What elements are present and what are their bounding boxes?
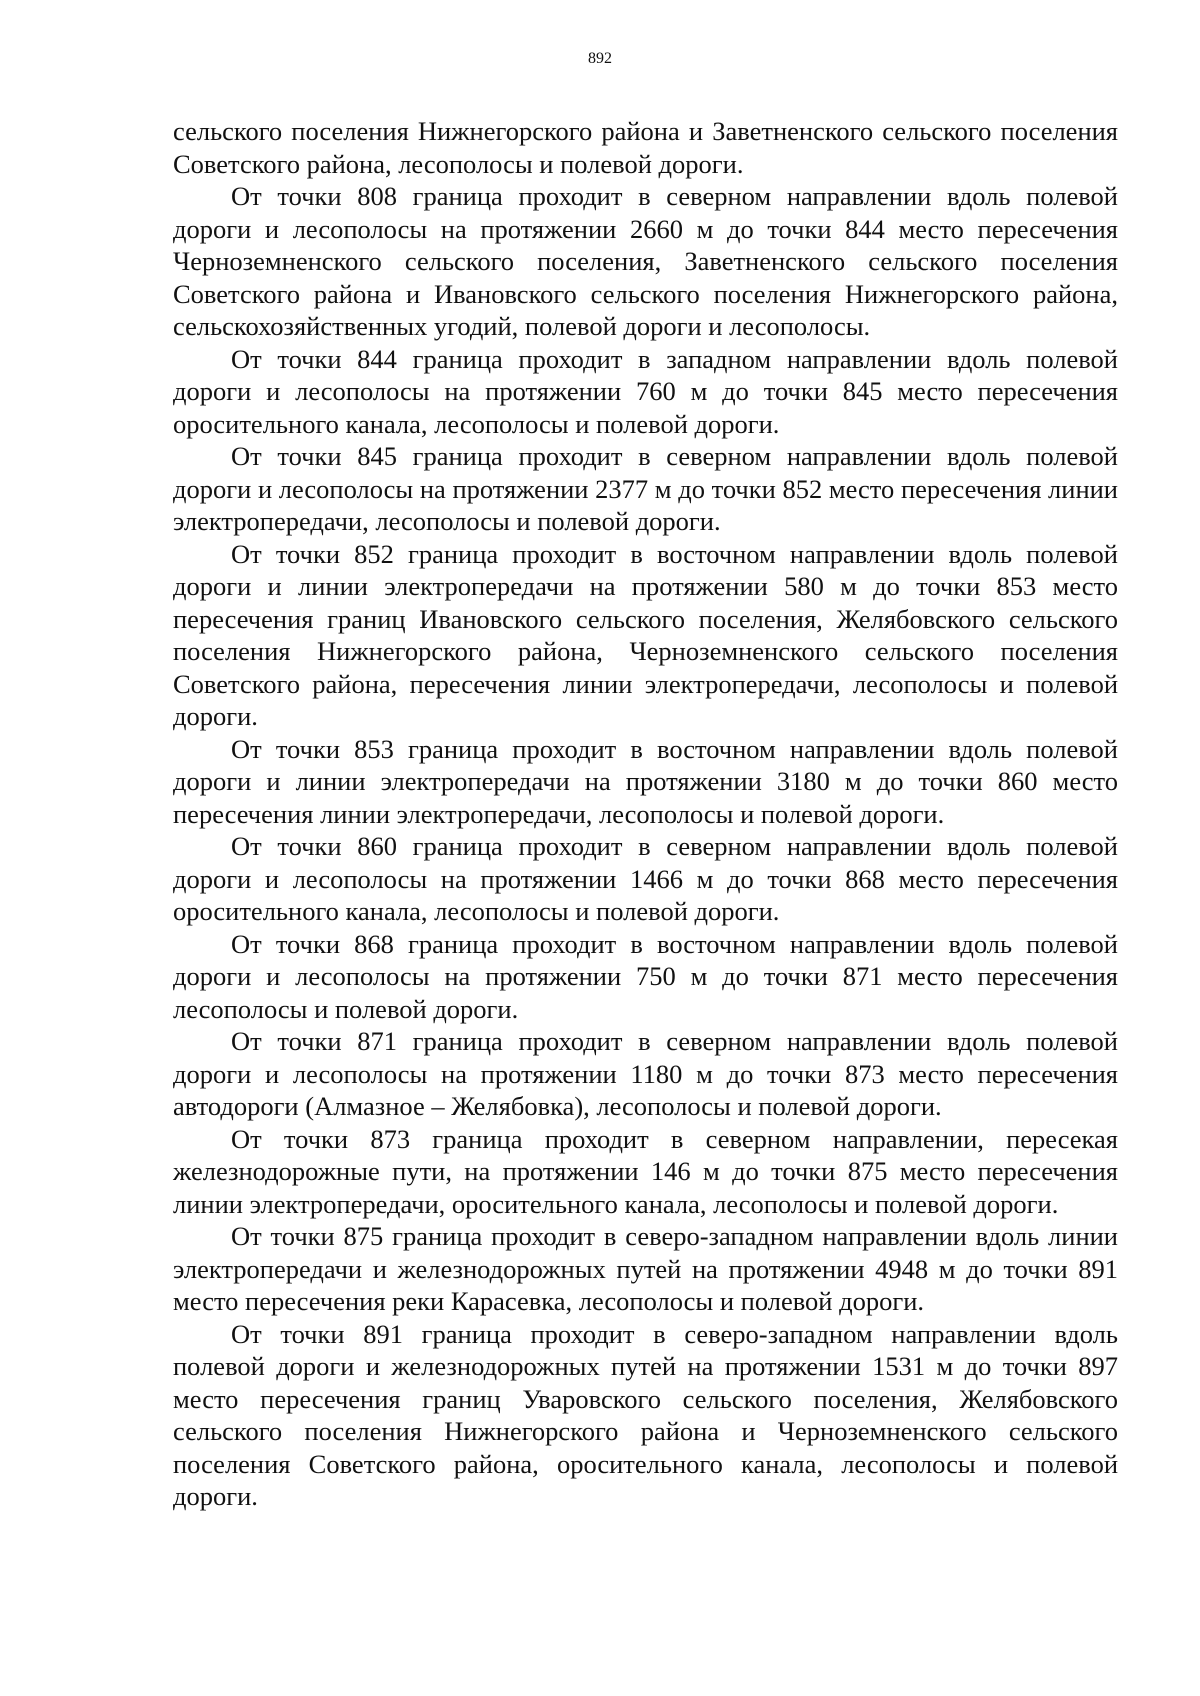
paragraph-point-845: От точки 845 граница проходит в северном направлении вдоль полевой дороги и лесополосы на протяжении 2377 м до точки 852 место пересечения линии электропередачи, лесополосы и полевой дороги. <box>173 441 1118 536</box>
paragraph-point-860: От точки 860 граница проходит в северном направлении вдоль полевой дороги и лесополосы на протяжении 1466 м до точки 868 место пересечения оросительного канала, лесополосы и полевой дороги. <box>173 831 1118 926</box>
paragraph-continuation: сельского поселения Нижнегорского района и Заветненского сельского поселения Советского района, лесополосы и полевой дороги. <box>173 116 1118 179</box>
paragraph-point-844: От точки 844 граница проходит в западном направлении вдоль полевой дороги и лесополосы на протяжении 760 м до точки 845 место пересечения оросительного канала, лесополосы и полевой дороги. <box>173 343 1118 439</box>
document-body <box>173 115 1118 1513</box>
paragraph-point-868: От точки 868 граница проходит в восточном направлении вдоль полевой дороги и лесополосы на протяжении 750 м до точки 871 место пересечения лесополосы и полевой дороги. <box>173 928 1118 1024</box>
paragraph-point-891: От точки 891 граница проходит в северо-западном направлении вдоль полевой дороги и железнодорожных путей на протяжении 1531 м до точки 897 место пересечения границ Уваровского сельского поселения, Желябовского сельского поселения Нижнегорского района и Черноземненского сельского поселения Советского района, оросительного канала, лесополосы и полевой дороги. <box>173 1318 1118 1511</box>
paragraph-point-808: От точки 808 граница проходит в северном направлении вдоль полевой дороги и лесополосы на протяжении 2660 м до точки 844 место пересечения Черноземненского сельского поселения, Заветненского сельского поселения Советского района и Ивановского сельского поселения Нижнегорского района, сельскохозяйственных угодий, полевой дороги и лесополосы. <box>173 181 1118 341</box>
paragraph-point-871: От точки 871 граница проходит в северном направлении вдоль полевой дороги и лесополосы на протяжении 1180 м до точки 873 место пересечения автодороги (Алмазное – Желябовка), лесополосы и полевой дороги. <box>173 1026 1118 1121</box>
paragraph-point-852: От точки 852 граница проходит в восточном направлении вдоль полевой дороги и линии электропередачи на протяжении 580 м до точки 853 место пересечения границ Ивановского сельского поселения, Желябовского сельского поселения Нижнегорского района, Черноземненского сельского поселения Советского района, пересечения линии электропередачи, лесополосы и полевой дороги. <box>173 538 1118 731</box>
paragraph-point-853: От точки 853 граница проходит в восточном направлении вдоль полевой дороги и линии электропередачи на протяжении 3180 м до точки 860 место пересечения линии электропередачи, лесополосы и полевой дороги. <box>173 733 1118 829</box>
paragraph-point-875: От точки 875 граница проходит в северо-западном направлении вдоль линии электропередачи и железнодорожных путей на протяжении 4948 м до точки 891 место пересечения реки Карасевка, лесополосы и полевой дороги. <box>173 1221 1118 1316</box>
paragraph-point-873: От точки 873 граница проходит в северном направлении, пересекая железнодорожные пути, на протяжении 146 м до точки 875 место пересечения линии электропередачи, оросительного канала, лесополосы и полевой дороги. <box>173 1123 1118 1219</box>
page-number: 892 <box>588 50 612 67</box>
